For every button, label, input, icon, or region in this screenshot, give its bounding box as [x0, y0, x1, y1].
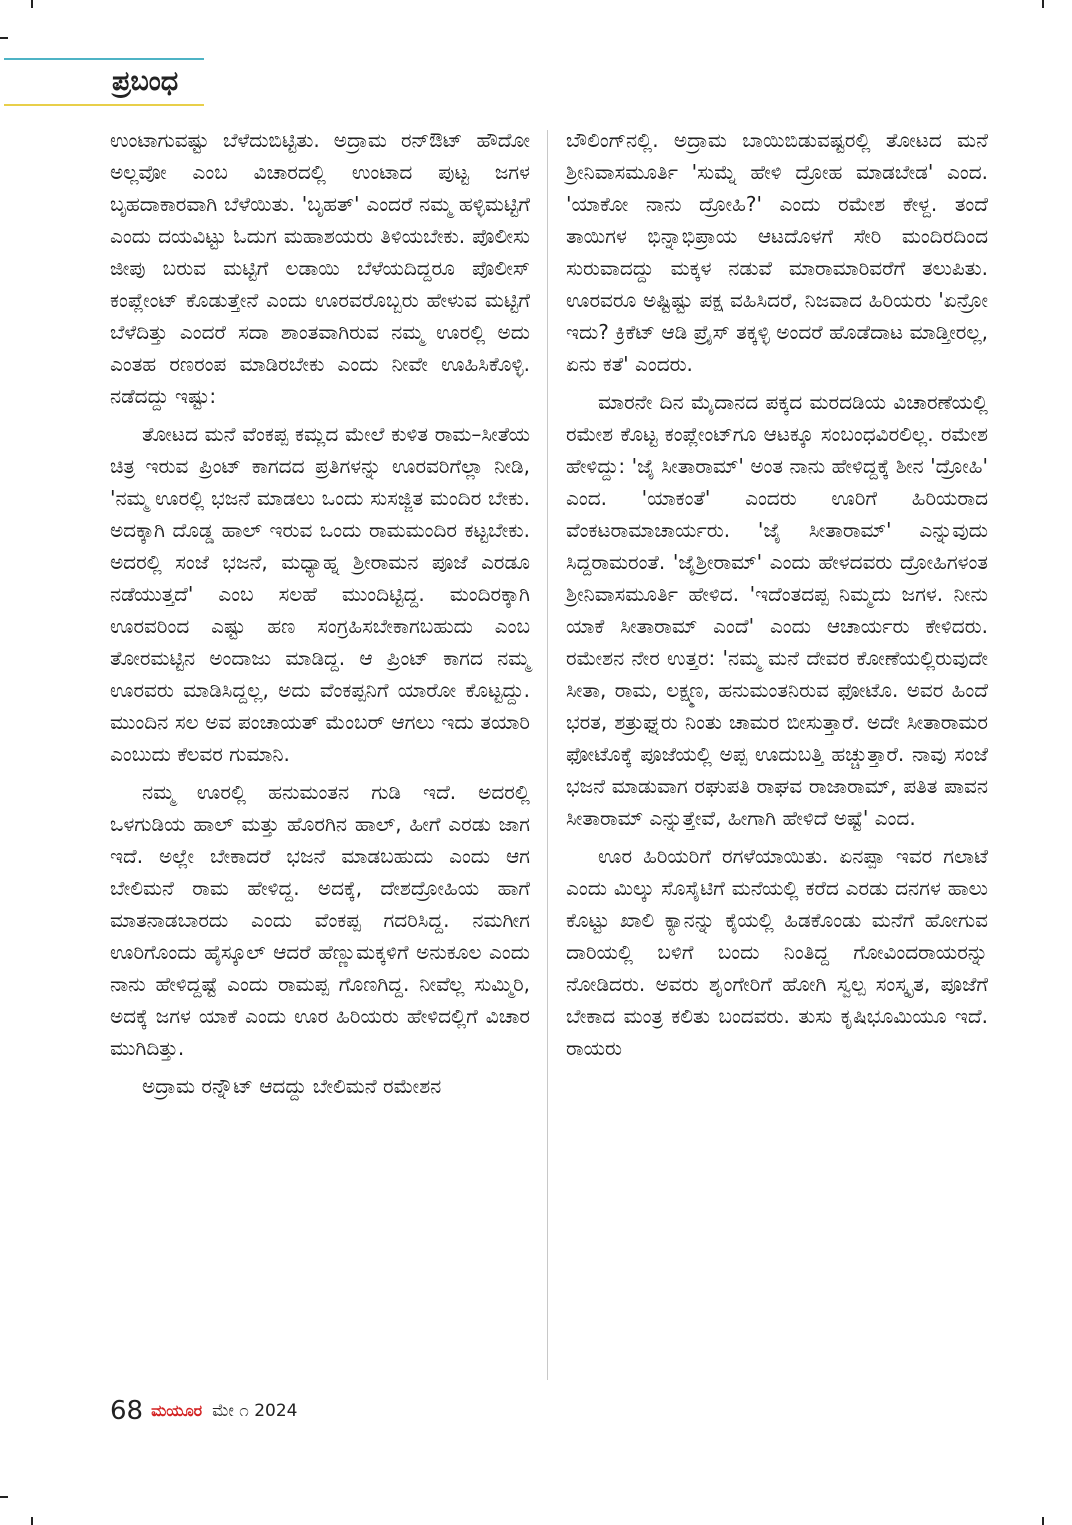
paragraph: ಬೌಲಿಂಗ್‌ನಲ್ಲಿ. ಅದ್ರಾಮ ಬಾಯಿಬಿಡುವಷ್ಟರಲ್ಲಿ ತೋಟದ ಮನೆ ಶ್ರೀನಿವಾಸಮೂರ್ತಿ 'ಸುಮ್ನೆ ಹೇಳಿ ದ್ರೋಹ ಮಾಡಬೇಡ' ಎಂದ. 'ಯಾಕೋ ನಾನು ದ್ರೋಹಿ?' ಎಂದು ರಮೇಶ ಕೇಳ್ದ. ತಂದೆ ತಾಯಿಗಳ ಭಿನ್ನಾಭಿಪ್ರಾಯ ಆಟದೊಳಗೆ ಸೇರಿ ಮಂದಿರದಿಂದ ಸುರುವಾದದ್ದು ಮಕ್ಕಳ ನಡುವೆ ಮಾರಾಮಾರಿವರೆಗೆ ತಲುಪಿತು. ಊರವರೂ ಅಷ್ಟಿಷ್ಟು ಪಕ್ಷ ವಹಿಸಿದರೆ, ನಿಜವಾದ ಹಿರಿಯರು 'ಏನ್ರೋ ಇದು? ಕ್ರಿಕೆಟ್ ಆಡಿ ಪ್ರೈಸ್ ತಕ್ಕಳ್ಳಿ ಅಂದರೆ ಹೊಡೆದಾಟ ಮಾಡ್ತೀರಲ್ಲ, ಏನು ಕತೆ' ಎಂದರು.	[566, 128, 988, 376]
crop-mark-bottom-left	[31, 1517, 33, 1525]
crop-mark-top-right	[1042, 0, 1044, 8]
section-header	[0, 58, 210, 110]
paragraph: ಊರ ಹಿರಿಯರಿಗೆ ರಗಳೆಯಾಯಿತು. ಏನಪ್ಪಾ ಇವರ ಗಲಾಟೆ ಎಂದು ಮಿಲ್ಕು ಸೊಸೈಟಿಗೆ ಮನೆಯಲ್ಲಿ ಕರೆದ ಎರಡು ದನಗಳ ಹಾಲು ಕೊಟ್ಟು ಖಾಲಿ ಕ್ಯಾನನ್ನು ಕೈಯಲ್ಲಿ ಹಿಡಕೊಂಡು ಮನೆಗೆ ಹೋಗುವ ದಾರಿಯಲ್ಲಿ ಬಳಿಗೆ ಬಂದು ನಿಂತಿದ್ದ ಗೋವಿಂದರಾಯರನ್ನು ನೋಡಿದರು. ಅವರು ಶೃಂಗೇರಿಗೆ ಹೋಗಿ ಸ್ವಲ್ಪ ಸಂಸ್ಕೃತ, ಪೂಜೆಗೆ ಬೇಕಾದ ಮಂತ್ರ ಕಲಿತು ಬಂದವರು. ತುಸು ಕೃಷಿಭೂಮಿಯೂ ಇದೆ. ರಾಯರು	[566, 844, 988, 1060]
page-footer	[110, 1394, 297, 1428]
paragraph: ನಮ್ಮ ಊರಲ್ಲಿ ಹನುಮಂತನ ಗುಡಿ ಇದೆ. ಅದರಲ್ಲಿ ಒಳಗುಡಿಯ ಹಾಲ್ ಮತ್ತು ಹೊರಗಿನ ಹಾಲ್, ಹೀಗೆ ಎರಡು ಜಾಗ ಇದೆ. ಅಲ್ಲೇ ಬೇಕಾದರೆ ಭಜನೆ ಮಾಡಬಹುದು ಎಂದು ಆಗ ಬೇಲಿಮನೆ ರಾಮ ಹೇಳಿದ್ದ. ಅದಕ್ಕೆ, ದೇಶದ್ರೋಹಿಯ ಹಾಗೆ ಮಾತನಾಡಬಾರದು ಎಂದು ವೆಂಕಪ್ಪ ಗದರಿಸಿದ್ದ. ನಮಗೀಗ ಊರಿಗೊಂದು ಹೈಸ್ಕೂಲ್ ಆದರೆ ಹೆಣ್ಣುಮಕ್ಕಳಿಗೆ ಅನುಕೂಲ ಎಂದು ನಾನು ಹೇಳಿದ್ದಷ್ಟೆ ಎಂದು ರಾಮಪ್ಪ ಗೊಣಗಿದ್ದ. ನೀವೆಲ್ಲ ಸುಮ್ಮಿರಿ, ಅದಕ್ಕೆ ಜಗಳ ಯಾಕೆ ಎಂದು ಊರ ಹಿರಿಯರು ಹೇಳಿದಲ್ಲಿಗೆ ವಿಚಾರ ಮುಗಿದಿತ್ತು.	[110, 780, 530, 1060]
issue-date: ಮೇ ೧ 2024	[212, 1401, 298, 1421]
paragraph: ಮಾರನೇ ದಿನ ಮೈದಾನದ ಪಕ್ಕದ ಮರದಡಿಯ ವಿಚಾರಣೆಯಲ್ಲಿ ರಮೇಶ ಕೊಟ್ಟ ಕಂಪ್ಲೇಂಟ್‌ಗೂ ಆಟಕ್ಕೂ ಸಂಬಂಧವಿರಲಿಲ್ಲ. ರಮೇಶ ಹೇಳಿದ್ದು: 'ಜೈ ಸೀತಾರಾಮ್' ಅಂತ ನಾನು ಹೇಳಿದ್ದಕ್ಕೆ ಶೀನ 'ದ್ರೋಹಿ' ಎಂದ. 'ಯಾಕಂತೆ' ಎಂದರು ಊರಿಗೆ ಹಿರಿಯರಾದ ವೆಂಕಟರಾಮಾಚಾರ್ಯರು. 'ಜೈ ಸೀತಾರಾಮ್' ಎನ್ನುವುದು ಸಿದ್ದರಾಮರಂತೆ. 'ಜೈಶ್ರೀರಾಮ್' ಎಂದು ಹೇಳದವರು ದ್ರೋಹಿಗಳಂತ ಶ್ರೀನಿವಾಸಮೂರ್ತಿ ಹೇಳಿದ. 'ಇದೆಂತದಪ್ಪ ನಿಮ್ಮದು ಜಗಳ. ನೀನು ಯಾಕೆ ಸೀತಾರಾಮ್ ಎಂದೆ' ಎಂದು ಆಚಾರ್ಯರು ಕೇಳಿದರು. ರಮೇಶನ ನೇರ ಉತ್ತರ: 'ನಮ್ಮ ಮನೆ ದೇವರ ಕೋಣೆಯಲ್ಲಿರುವುದೇ ಸೀತಾ, ರಾಮ, ಲಕ್ಷ್ಮಣ, ಹನುಮಂತನಿರುವ ಫೋಟೊ. ಅವರ ಹಿಂದೆ ಭರತ, ಶತ್ರುಘ್ನರು ನಿಂತು ಚಾಮರ ಬೀಸುತ್ತಾರೆ. ಅದೇ ಸೀತಾರಾಮರ ಫೋಟೊಕ್ಕೆ ಪೂಜೆಯಲ್ಲಿ ಅಪ್ಪ ಊದುಬತ್ತಿ ಹಚ್ಚುತ್ತಾರೆ. ನಾವು ಸಂಜೆ ಭಜನೆ ಮಾಡುವಾಗ ರಘುಪತಿ ರಾಘವ ರಾಜಾರಾಮ್, ಪತಿತ ಪಾವನ ಸೀತಾರಾಮ್ ಎನ್ನುತ್ತೇವೆ, ಹೀಗಾಗಿ ಹೇಳಿದೆ ಅಷ್ಟೆ' ಎಂದ.	[566, 390, 988, 830]
paragraph: ತೋಟದ ಮನೆ ವೆಂಕಪ್ಪ ಕಮ್ಲದ ಮೇಲೆ ಕುಳಿತ ರಾಮ–ಸೀತೆಯ ಚಿತ್ರ ಇರುವ ಪ್ರಿಂಟ್ ಕಾಗದದ ಪ್ರತಿಗಳನ್ನು ಊರವರಿಗೆಲ್ಲಾ ನೀಡಿ, 'ನಮ್ಮ ಊರಲ್ಲಿ ಭಜನೆ ಮಾಡಲು ಒಂದು ಸುಸಜ್ಜಿತ ಮಂದಿರ ಬೇಕು. ಅದಕ್ಕಾಗಿ ದೊಡ್ಡ ಹಾಲ್ ಇರುವ ಒಂದು ರಾಮಮಂದಿರ ಕಟ್ಟಬೇಕು. ಅದರಲ್ಲಿ ಸಂಜೆ ಭಜನೆ, ಮಧ್ಯಾಹ್ನ ಶ್ರೀರಾಮನ ಪೂಜೆ ಎರಡೂ ನಡೆಯುತ್ತದೆ' ಎಂಬ ಸಲಹೆ ಮುಂದಿಟ್ಟಿದ್ದ. ಮಂದಿರಕ್ಕಾಗಿ ಊರವರಿಂದ ಎಷ್ಟು ಹಣ ಸಂಗ್ರಹಿಸಬೇಕಾಗಬಹುದು ಎಂಬ ತೋರಮಟ್ಟಿನ ಅಂದಾಜು ಮಾಡಿದ್ದ. ಆ ಪ್ರಿಂಟ್ ಕಾಗದ ನಮ್ಮ ಊರವರು ಮಾಡಿಸಿದ್ದಲ್ಲ, ಅದು ವೆಂಕಪ್ಪನಿಗೆ ಯಾರೋ ಕೊಟ್ಟದ್ದು. ಮುಂದಿನ ಸಲ ಅವ ಪಂಚಾಯತ್ ಮೆಂಬರ್ ಆಗಲು ಇದು ತಯಾರಿ ಎಂಬುದು ಕೆಲವರ ಗುಮಾನಿ.	[110, 422, 530, 766]
article-column-right	[566, 124, 988, 1070]
crop-mark-bottom-right	[1042, 1517, 1044, 1525]
page-number: 68	[110, 1396, 144, 1426]
crop-mark-left-upper	[0, 37, 8, 39]
header-rule-top	[4, 58, 204, 60]
article-column-left	[110, 124, 530, 1108]
crop-mark-top-left	[31, 0, 33, 8]
magazine-logo: ಮಯೂರ	[151, 1401, 203, 1420]
section-title: ಪ್ರಬಂಧ	[112, 66, 179, 97]
crop-mark-left-lower	[0, 1496, 8, 1498]
paragraph: ಅದ್ರಾಮ ರನ್ನೌಟ್ ಆದದ್ದು ಬೇಲಿಮನೆ ರಮೇಶನ	[142, 1074, 442, 1098]
header-rule-bottom	[4, 104, 204, 106]
paragraph: ಉಂಟಾಗುವಷ್ಟು ಬೆಳೆದುಬಿಟ್ಟಿತು. ಅದ್ರಾಮ ರನ್‌ಔಟ್ ಹೌದೋ ಅಲ್ಲವೋ ಎಂಬ ವಿಚಾರದಲ್ಲಿ ಉಂಟಾದ ಪುಟ್ಟ ಜಗಳ ಬೃಹದಾಕಾರವಾಗಿ ಬೆಳೆಯಿತು. 'ಬೃಹತ್' ಎಂದರೆ ನಮ್ಮ ಹಳ್ಳಿಮಟ್ಟಿಗೆ ಎಂದು ದಯವಿಟ್ಟು ಓದುಗ ಮಹಾಶಯರು ತಿಳಿಯಬೇಕು. ಪೊಲೀಸು ಜೀಪು ಬರುವ ಮಟ್ಟಿಗೆ ಲಡಾಯಿ ಬೆಳೆಯದಿದ್ದರೂ ಪೊಲೀಸ್ ಕಂಪ್ಲೇಂಟ್ ಕೊಡುತ್ತೇನೆ ಎಂದು ಊರವರೊಬ್ಬರು ಹೇಳುವ ಮಟ್ಟಿಗೆ ಬೆಳೆದಿತ್ತು ಎಂದರೆ ಸದಾ ಶಾಂತವಾಗಿರುವ ನಮ್ಮ ಊರಲ್ಲಿ ಅದು ಎಂತಹ ರಣರಂಪ ಮಾಡಿರಬೇಕು ಎಂದು ನೀವೇ ಊಹಿಸಿಕೊಳ್ಳಿ. ನಡೆದದ್ದು ಇಷ್ಟು:	[110, 128, 530, 408]
column-divider	[547, 130, 548, 1380]
